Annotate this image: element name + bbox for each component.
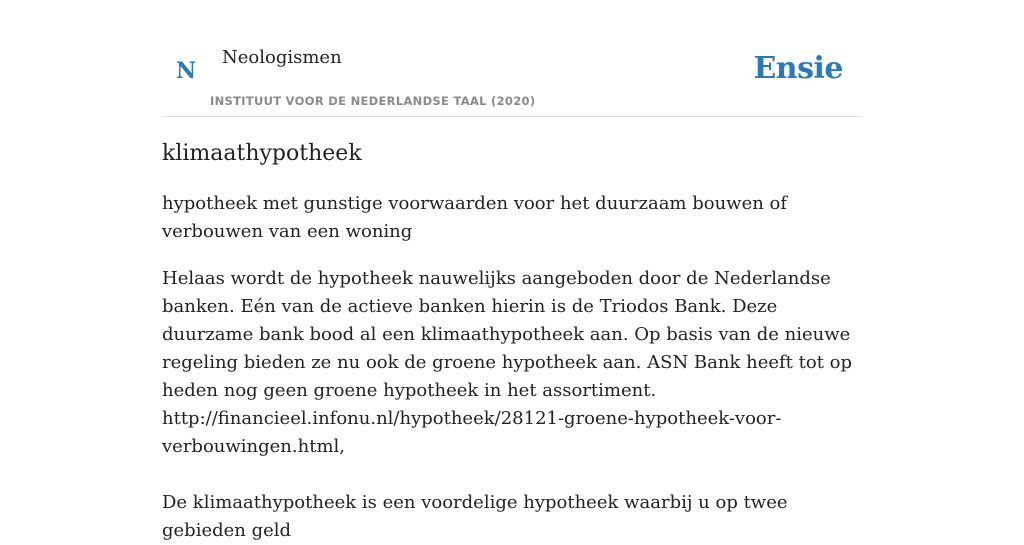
- source-publisher: INSTITUUT VOOR DE NEDERLANDSE TAAL (2020): [210, 94, 536, 108]
- ensie-logo[interactable]: Ensie: [753, 51, 843, 86]
- entry-definition: hypotheek met gunstige voorwaarden voor het duurzaam bouwen of verbouwen van een woning: [162, 193, 788, 242]
- source-initial-icon: N: [176, 58, 197, 84]
- entry-term: klimaathypotheek: [162, 141, 362, 166]
- entry-content: [162, 138, 862, 545]
- source-name-link[interactable]: Neologismen: [222, 47, 342, 68]
- entry-example: Helaas wordt de hypotheek nauwelijks aangeboden door de Nederlandse banken. Eén van de actieve banken hierin is de Triodos Bank. Deze duurzame bank bood al een klimaathypotheek aan. Op basis van de nieuwe regeling bieden ze nu ook de groene hypotheek aan. ASN Bank heeft tot op heden nog geen groene hypotheek in het assortiment. http://financieel.infonu.nl/hypotheek/28121-groene-hypotheek-voor-verbouwingen.html, De klimaathypotheek is een voordelige hypotheek waarbij u op twee gebieden geld: [162, 268, 853, 541]
- source-header: [162, 0, 862, 117]
